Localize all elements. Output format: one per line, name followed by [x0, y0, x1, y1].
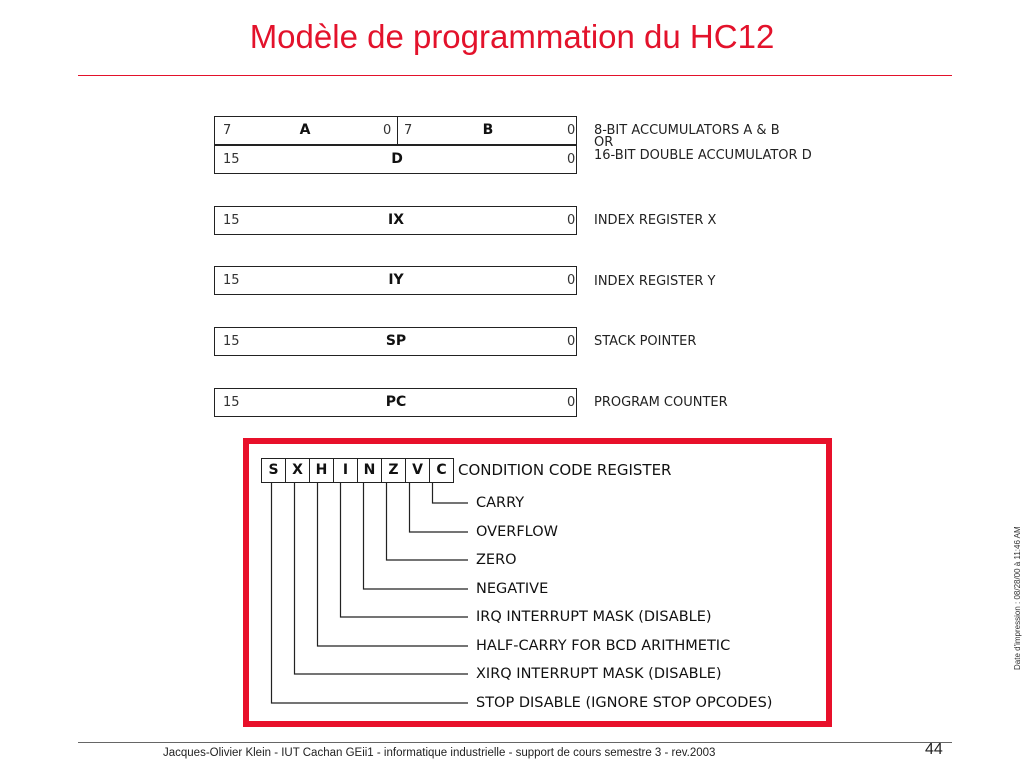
a-low-bit: 0: [383, 123, 392, 138]
ix-high-bit: 15: [223, 213, 240, 228]
sp-low-bit: 0: [567, 334, 576, 349]
flag-label-carry: CARRY: [476, 495, 525, 511]
pc-low-bit: 0: [567, 395, 576, 410]
a-high-bit: 7: [223, 123, 232, 138]
ccr-bit-z: Z: [382, 459, 406, 482]
accumulator-d-label: D: [391, 151, 403, 167]
footer-divider: [78, 742, 952, 743]
pc-label: PC: [385, 394, 407, 410]
d-high-bit: 15: [223, 152, 240, 167]
ix-label: IX: [387, 212, 404, 228]
flag-label-zero: ZERO: [476, 552, 517, 568]
iy-high-bit: 15: [223, 273, 240, 288]
leader-overflow: [410, 483, 469, 532]
iy-low-bit: 0: [567, 273, 576, 288]
print-date-note: Date d'impression : 08/28/00 à 11:46 AM: [1013, 526, 1022, 670]
footer-text: Jacques-Olivier Klein - IUT Cachan GEii1 - informatique industrielle - support de cours semestre 3 - rev.2003: [163, 747, 716, 759]
d-low-bit: 0: [567, 152, 576, 167]
ccr-bit-i: I: [334, 459, 358, 482]
ccr-bit-x: X: [286, 459, 310, 482]
sp-label: SP: [385, 333, 407, 349]
slide-title: Modèle de programmation du HC12: [249, 18, 775, 55]
iy-description: INDEX REGISTER Y: [594, 274, 716, 289]
accumulator-b-label: B: [482, 122, 494, 138]
page-number: 44: [925, 741, 943, 758]
b-low-bit: 0: [567, 123, 576, 138]
accumulators-desc-line1: 8-BIT ACCUMULATORS A & B: [594, 123, 780, 138]
leader-carry: [433, 483, 469, 503]
sp-description: STACK POINTER: [594, 334, 697, 349]
ix-low-bit: 0: [567, 213, 576, 228]
ccr-bit-v: V: [406, 459, 430, 482]
flag-label-irq: IRQ INTERRUPT MASK (DISABLE): [476, 609, 712, 625]
b-high-bit: 7: [404, 123, 413, 138]
ccr-bit-n: N: [358, 459, 382, 482]
iy-label: IY: [388, 272, 404, 288]
accumulators-desc-line3: 16-BIT DOUBLE ACCUMULATOR D: [594, 148, 812, 163]
pc-high-bit: 15: [223, 395, 240, 410]
flag-label-stop: STOP DISABLE (IGNORE STOP OPCODES): [476, 695, 773, 711]
flag-label-xirq: XIRQ INTERRUPT MASK (DISABLE): [476, 666, 722, 682]
leader-negative: [364, 483, 469, 589]
accumulators-desc-line2: OR: [594, 135, 614, 150]
ccr-bit-s: S: [262, 459, 286, 482]
accumulator-a-label: A: [299, 122, 311, 138]
ccr-bit-h: H: [310, 459, 334, 482]
ix-description: INDEX REGISTER X: [594, 213, 717, 228]
ccr-title: CONDITION CODE REGISTER: [458, 461, 672, 479]
leader-stop: [272, 483, 469, 703]
pc-description: PROGRAM COUNTER: [594, 395, 728, 410]
flag-label-overflow: OVERFLOW: [476, 524, 558, 540]
leader-xirq: [295, 483, 469, 674]
flag-label-half-carry: HALF-CARRY FOR BCD ARITHMETIC: [476, 638, 731, 654]
flag-label-negative: NEGATIVE: [476, 581, 549, 597]
ccr-bit-c: C: [436, 462, 447, 478]
leader-zero: [387, 483, 469, 560]
sp-high-bit: 15: [223, 334, 240, 349]
